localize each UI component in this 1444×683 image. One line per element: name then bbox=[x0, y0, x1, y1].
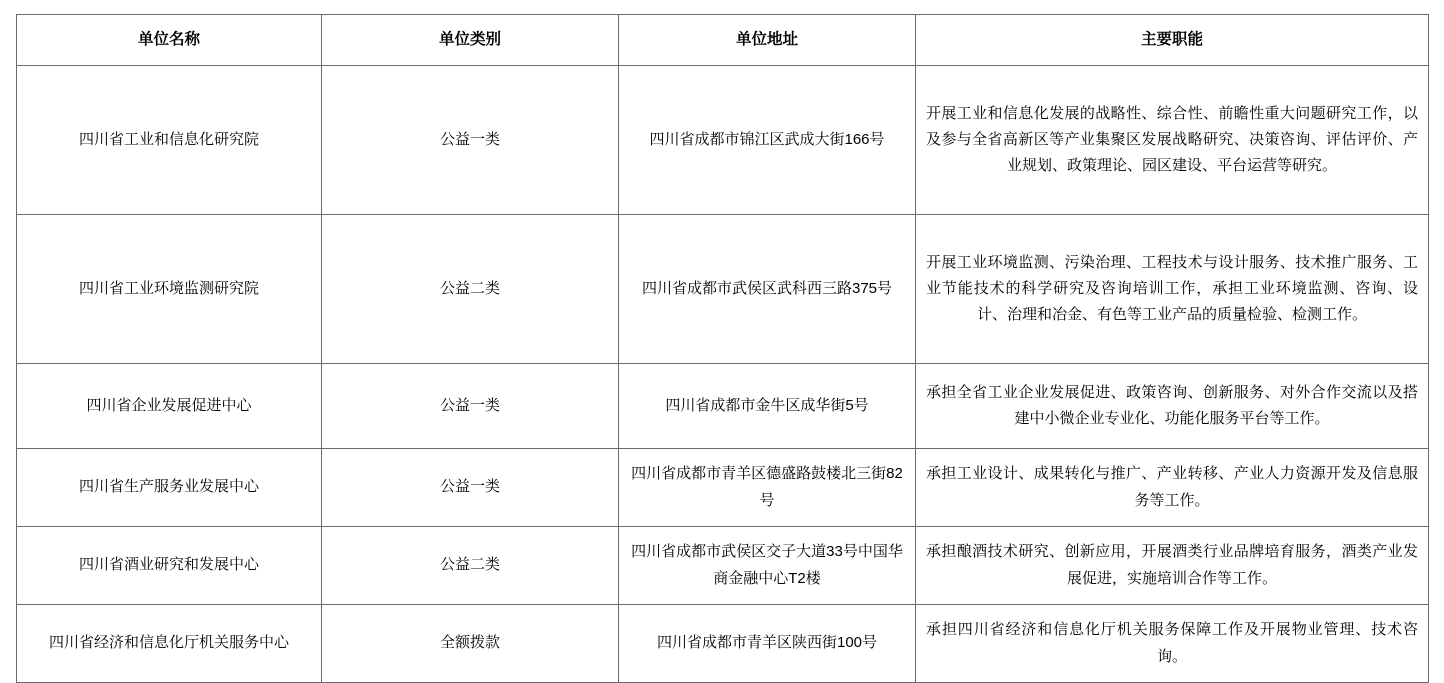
cell-unit-address: 四川省成都市青羊区陕西街100号 bbox=[619, 605, 916, 683]
table-row bbox=[17, 364, 1429, 449]
column-header-main-function: 主要职能 bbox=[916, 15, 1429, 66]
cell-unit-type: 全额拨款 bbox=[322, 605, 619, 683]
cell-unit-address: 四川省成都市青羊区德盛路鼓楼北三街82号 bbox=[619, 449, 916, 527]
cell-main-function: 承担四川省经济和信息化厅机关服务保障工作及开展物业管理、技术咨询。 bbox=[916, 605, 1429, 683]
cell-unit-name: 四川省生产服务业发展中心 bbox=[17, 449, 322, 527]
cell-unit-address: 四川省成都市金牛区成华街5号 bbox=[619, 364, 916, 449]
cell-unit-type: 公益一类 bbox=[322, 364, 619, 449]
cell-unit-address: 四川省成都市武侯区交子大道33号中国华商金融中心T2楼 bbox=[619, 527, 916, 605]
table-row bbox=[17, 527, 1429, 605]
cell-unit-name: 四川省工业环境监测研究院 bbox=[17, 215, 322, 364]
cell-unit-type: 公益二类 bbox=[322, 215, 619, 364]
cell-unit-type: 公益一类 bbox=[322, 449, 619, 527]
column-header-unit-type: 单位类别 bbox=[322, 15, 619, 66]
cell-unit-name: 四川省酒业研究和发展中心 bbox=[17, 527, 322, 605]
cell-unit-name: 四川省工业和信息化研究院 bbox=[17, 66, 322, 215]
cell-unit-address: 四川省成都市锦江区武成大街166号 bbox=[619, 66, 916, 215]
table-header-row bbox=[17, 15, 1429, 66]
cell-unit-type: 公益一类 bbox=[322, 66, 619, 215]
cell-unit-name: 四川省企业发展促进中心 bbox=[17, 364, 322, 449]
table-header bbox=[17, 15, 1429, 66]
table-row bbox=[17, 449, 1429, 527]
column-header-unit-name: 单位名称 bbox=[17, 15, 322, 66]
cell-main-function: 开展工业环境监测、污染治理、工程技术与设计服务、技术推广服务、工业节能技术的科学研究及咨询培训工作，承担工业环境监测、咨询、设计、治理和冶金、有色等工业产品的质量检验、检测工作。 bbox=[916, 215, 1429, 364]
table-body bbox=[17, 66, 1429, 683]
cell-unit-name: 四川省经济和信息化厅机关服务中心 bbox=[17, 605, 322, 683]
table-row bbox=[17, 215, 1429, 364]
column-header-unit-address: 单位地址 bbox=[619, 15, 916, 66]
cell-unit-address: 四川省成都市武侯区武科西三路375号 bbox=[619, 215, 916, 364]
cell-main-function: 承担工业设计、成果转化与推广、产业转移、产业人力资源开发及信息服务等工作。 bbox=[916, 449, 1429, 527]
unit-information-table bbox=[16, 14, 1429, 683]
table-row bbox=[17, 66, 1429, 215]
table-row bbox=[17, 605, 1429, 683]
cell-main-function: 承担酿酒技术研究、创新应用，开展酒类行业品牌培育服务，酒类产业发展促进，实施培训合作等工作。 bbox=[916, 527, 1429, 605]
cell-main-function: 承担全省工业企业发展促进、政策咨询、创新服务、对外合作交流以及搭建中小微企业专业化、功能化服务平台等工作。 bbox=[916, 364, 1429, 449]
cell-main-function: 开展工业和信息化发展的战略性、综合性、前瞻性重大问题研究工作，以及参与全省高新区等产业集聚区发展战略研究、决策咨询、评估评价、产业规划、政策理论、园区建设、平台运营等研究。 bbox=[916, 66, 1429, 215]
cell-unit-type: 公益二类 bbox=[322, 527, 619, 605]
